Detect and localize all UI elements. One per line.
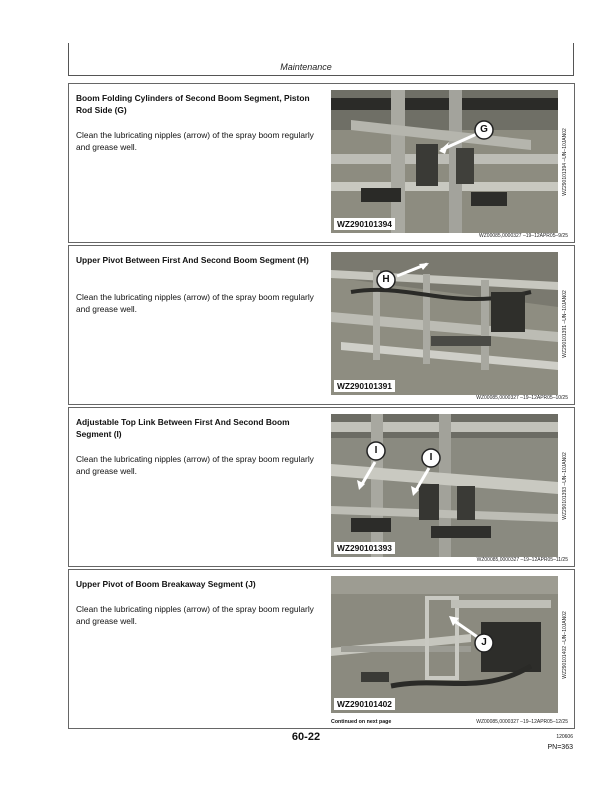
figure-label: WZ290101394 xyxy=(334,218,395,230)
section-body: Clean the lubricating nipples (arrow) of the spray boom regularly and grease well. xyxy=(76,130,314,152)
figure-side-id: WZ290101393 –UN–10JAN02 xyxy=(562,451,568,520)
figure-label: WZ290101391 xyxy=(334,380,395,392)
section-reference: WZ00085,0000327 –19–12APR05–12/25 xyxy=(476,719,568,725)
photo-boom-folding-cylinders xyxy=(331,90,558,233)
figure-label: WZ290101402 xyxy=(334,698,395,710)
section-upper-pivot-first-second xyxy=(68,245,575,405)
photo-breakaway-pivot xyxy=(331,576,558,713)
section-title: Adjustable Top Link Between First And Second Boom Segment (I) xyxy=(76,417,290,439)
callout-h: H xyxy=(382,274,390,285)
section-adjustable-top-link xyxy=(68,407,575,567)
section-boom-folding-cylinders xyxy=(68,83,575,243)
section-reference: WZ00085,0000327 –19–12APR05–10/25 xyxy=(476,395,568,401)
figure-side-id: WZ290101394 –UN–10JAN02 xyxy=(562,127,568,196)
section-reference: WZ00085,0000327 –19–12APR05–9/25 xyxy=(479,233,568,239)
section-body: Clean the lubricating nipples (arrow) of the spray boom regularly and grease well. xyxy=(76,604,314,626)
section-title: Upper Pivot Between First And Second Boom Segment (H) xyxy=(76,255,309,265)
callout-g: G xyxy=(480,124,488,135)
callout-i-left: I xyxy=(374,445,378,456)
date-code: 120606 xyxy=(556,734,573,740)
page-number: 60-22 xyxy=(291,731,321,743)
pn-code: PN=363 xyxy=(547,744,573,751)
photo-upper-pivot xyxy=(331,252,558,395)
page-header-title: Maintenance xyxy=(280,62,332,72)
callout-i-right: I xyxy=(429,452,433,463)
section-body: Clean the lubricating nipples (arrow) of the spray boom regularly and grease well. xyxy=(76,454,314,476)
figure-label: WZ290101393 xyxy=(334,542,395,554)
figure-side-id: WZ290101402 –UN–10JAN02 xyxy=(562,610,568,679)
continued-note: Continued on next page xyxy=(331,719,392,725)
photo-adjustable-top-link xyxy=(331,414,558,557)
figure-side-id: WZ290101391 –UN–10JAN02 xyxy=(562,289,568,358)
section-breakaway-pivot xyxy=(68,569,575,729)
section-reference: WZ00085,0000327 –19–12APR05–11/25 xyxy=(476,557,568,563)
section-title: Upper Pivot of Boom Breakaway Segment (J) xyxy=(76,579,256,589)
callout-j: J xyxy=(481,637,487,648)
frame-top-rule xyxy=(68,75,574,76)
section-title: Boom Folding Cylinders of Second Boom Segment, Piston Rod Side (G) xyxy=(76,93,310,115)
section-body: Clean the lubricating nipples (arrow) of the spray boom regularly and grease well. xyxy=(76,292,314,314)
